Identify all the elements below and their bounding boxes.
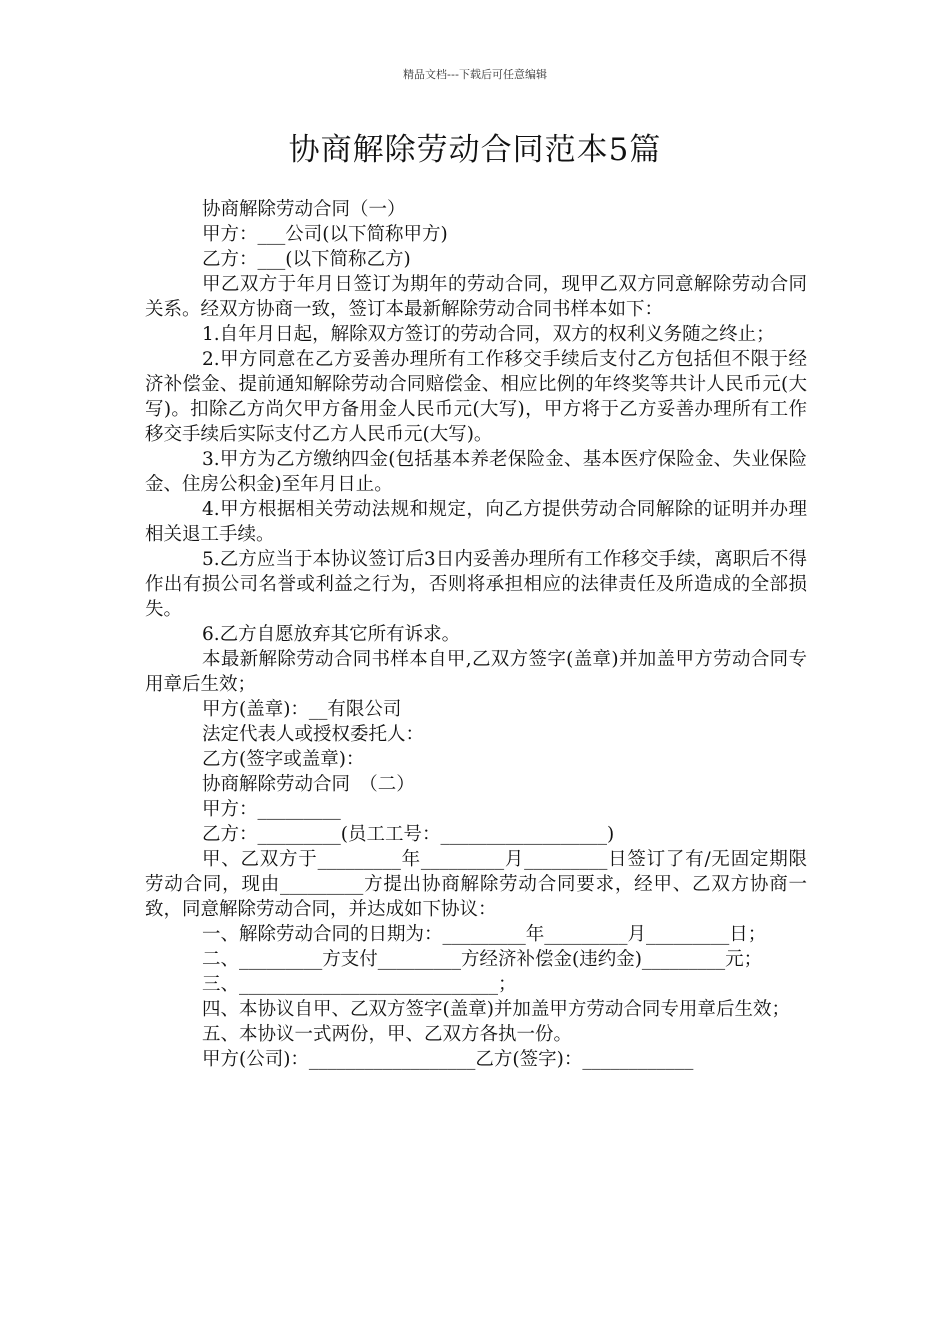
preamble-paragraph: 甲、乙双方于_________年_________月_________日签订了有/无固定期限劳动合同，现由_________方提出协商解除劳动合同要求，经甲、乙双方协商一致，同意解除劳动合同，并达成如下协议： — [145, 849, 807, 920]
clause-paragraph: 3.甲方为乙方缴纳四金(包括基本养老保险金、基本医疗保险金、失业保险金、住房公积金)至年月日止。 — [145, 449, 807, 495]
signature-line: 甲方(公司)：__________________乙方(签字)：____________ — [202, 1049, 694, 1070]
party-a-line: 甲方：___公司(以下简称甲方) — [202, 224, 448, 245]
clause-paragraph: 6.乙方自愿放弃其它所有诉求。 — [202, 624, 461, 645]
clause-paragraph: 五、本协议一式两份，甲、乙双方各执一份。 — [202, 1024, 573, 1045]
party-a-line: 甲方：_________ — [202, 799, 341, 820]
party-b-line: 乙方：_________(员工工号：__________________) — [202, 824, 615, 845]
clause-paragraph: 5.乙方应当于本协议签订后3日内妥善办理所有工作移交手续，离职后不得作出有损公司名誉或利益之行为，否则将承担相应的法律责任及所造成的全部损失。 — [145, 549, 807, 620]
document-body — [145, 197, 807, 1072]
document-title: 协商解除劳动合同范本5篇 — [288, 132, 662, 168]
signature-line: 甲方(盖章)：__有限公司 — [202, 699, 402, 720]
party-b-line: 乙方：___(以下简称乙方) — [202, 249, 411, 270]
clause-paragraph: 二、_________方支付_________方经济补偿金(违约金)_________元； — [202, 949, 763, 970]
clause-paragraph: 三、____________________________； — [202, 974, 517, 995]
clause-paragraph: 1.自年月日起，解除双方签订的劳动合同，双方的权利义务随之终止； — [202, 324, 775, 345]
header-note: 精品文档---下载后可任意编辑 — [403, 68, 547, 81]
section-heading: 协商解除劳动合同 （二） — [202, 774, 415, 795]
section-heading: 协商解除劳动合同（一） — [202, 199, 406, 220]
signature-line: 乙方(签字或盖章)： — [202, 749, 365, 770]
effect-paragraph: 本最新解除劳动合同书样本自甲,乙双方签字(盖章)并加盖甲方劳动合同专用章后生效； — [145, 649, 807, 695]
clause-paragraph: 四、本协议自甲、乙双方签字(盖章)并加盖甲方劳动合同专用章后生效； — [202, 999, 790, 1020]
signature-line: 法定代表人或授权委托人： — [202, 724, 425, 745]
clause-paragraph: 一、解除劳动合同的日期为：_________年_________月_________日； — [202, 924, 767, 945]
preamble-paragraph: 甲乙双方于年月日签订为期年的劳动合同，现甲乙双方同意解除劳动合同关系。经双方协商一致，签订本最新解除劳动合同书样本如下： — [145, 274, 807, 320]
clause-paragraph: 4.甲方根据相关劳动法规和规定，向乙方提供劳动合同解除的证明并办理相关退工手续。 — [145, 499, 807, 545]
clause-paragraph: 2.甲方同意在乙方妥善办理所有工作移交手续后支付乙方包括但不限于经济补偿金、提前通知解除劳动合同赔偿金、相应比例的年终奖等共计人民币元(大写)。扣除乙方尚欠甲方备用金人民币元(大写)，甲方将于乙方妥善办理所有工作移交手续后实际支付乙方人民币元(大写)。 — [145, 349, 807, 445]
